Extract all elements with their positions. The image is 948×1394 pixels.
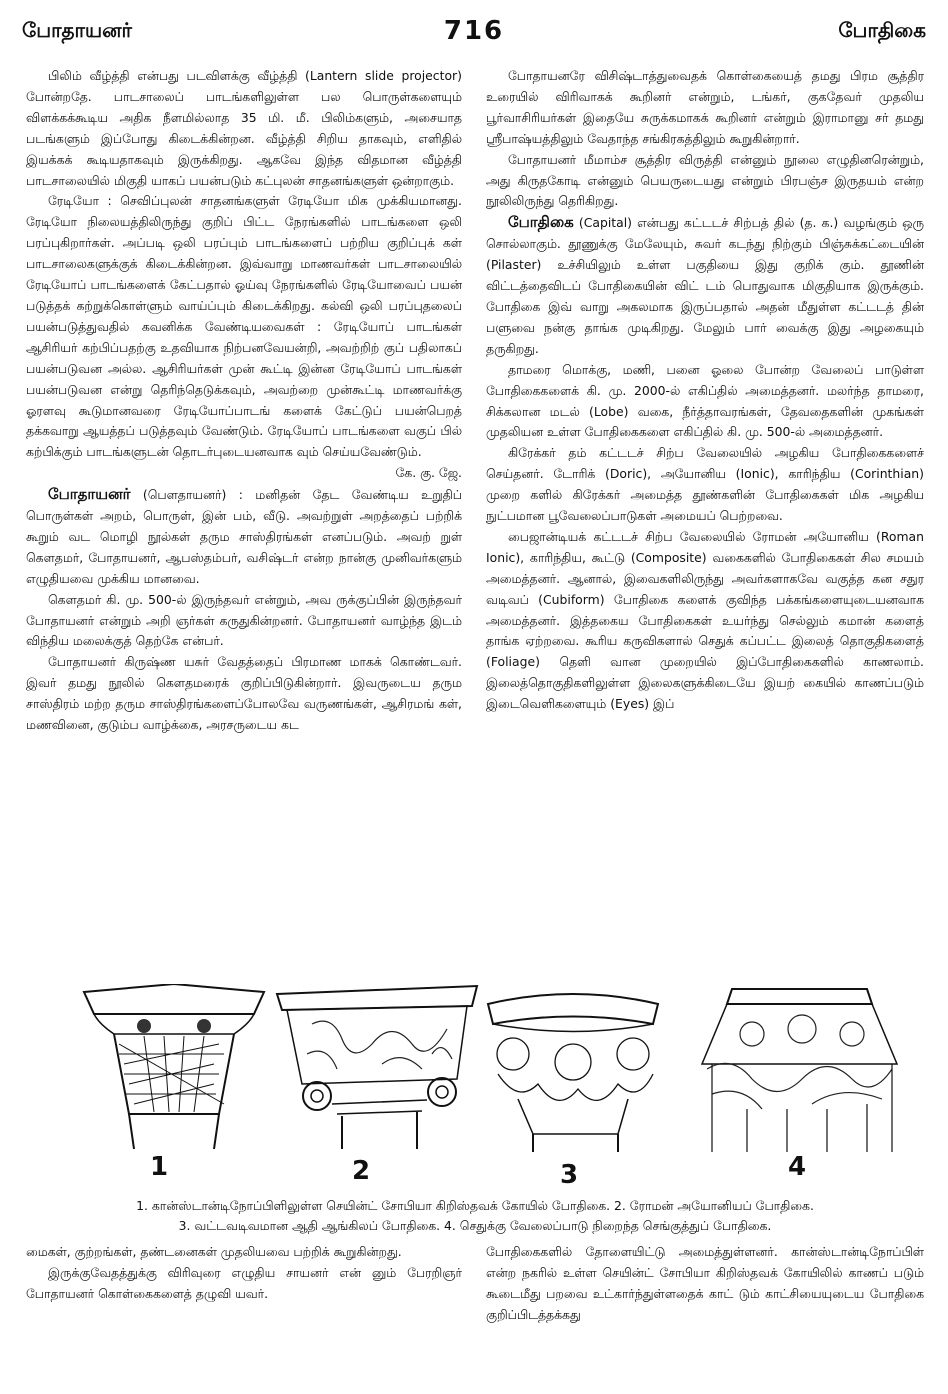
capital-illustration-4 [692, 984, 907, 1154]
entry-bodhayanar [26, 484, 462, 590]
paragraph-greek: கிரேக்கர் தம் கட்டடச் சிற்ப வேலையில் அழகிய போதிகைகளைச் செய்தனர். டோரிக் (Doric), அயோனிய (Ionic), காரிந்திய (Corinthian) முறை களில் கிரேக்கர் அமைத்த தூண்களின் போதிகைகள் மிக அழகிய நுட்பமான பூவேலைப்பாடுகள் அமையப் பெற்றவை. [486, 445, 924, 524]
capital-illustration-2 [272, 984, 482, 1149]
paragraph-egypt: தாமரை மொக்கு, மணி, பனை ஓலை போன்ற வேலைப் பாடுள்ள போதிகைகளைக் கி. மு. 2000-ல் எகிப்தில் அமைத்தனர். மலர்ந்த தாமரை, சிக்கலான மடல் (Lobe) வகை, நீர்த்தாவரங்கள், தேவதைகளின் முகங்கள் முதலியன உள்ள போதிகைகளை எகிப்தில் கி. மு. 500-ல் அமைத்தனர். [486, 361, 924, 440]
entry-capital-text: (Capital) என்பது கட்டடச் சிற்பத் தில் (த. க.) வழங்கும் ஒரு சொல்லாகும். தூணுக்கு மேலேயும், சுவர் கடந்து நிற்கும் பிஞ்சுக்கட்டையின் (Pilaster) உச்சியிலும் உள்ள பகுதியை இது குறிக் கும். தூணின் விட்டத்தைவிடப் போதிகையின் விட் டம் பொதுவாக மிகுதியாக இருக்கும். போதிகை இவ் வாறு அகலமாக இருப்பதால் அதன் மீதுள்ள கட்டடத் தின் பளுவை நன்கு தாங்க முடிகிறது. மேலும் பார் வைக்கு இது அழகையும் தருகிறது. [486, 215, 924, 356]
author-signature: கே. கு. ஜே. [395, 465, 462, 481]
bottom-right-column [486, 1242, 924, 1326]
paragraph-byzantine: பைஜான்டியக் கட்டடச் சிற்ப வேலையில் ரோமன் அயோனிய (Roman Ionic), காரிந்திய, கூட்டு (Composite) வகைகளில் போதிகைகள் சில சமயம் அமைத்தனர். ஆனால், இவைகளிலிருந்து அவர்களாகவே வகுத்த கன சதுர வடிவப் (Cubiform) போதிகை களைக் குவிந்த பக்கங்களையுடையனவாக அமைத்தனர். இத்தகைய போதிகைகள் உயர்ந்து செல்லும் கமான் களைத் தாங்க ஏற்றவை. கூரிய கருவிகளால் செதுக் கப்பட்ட இலைத் தொகுதிகளைத் (Foliage) தெளி வான முறையில் இப்போதிகைகளில் காணலாம். இலைத்தொகுதிகளிலுள்ள இலைகளுக்கிடையே இயற் கையில் காணப்படும் இடைவெளிகளையும் (Eyes) இப் [486, 528, 924, 712]
right-column [486, 66, 924, 715]
bottom-left-column [26, 1242, 462, 1305]
capital-illustration-1 [74, 984, 274, 1154]
headword-bodhayanar: போதாயனர் [48, 485, 131, 504]
caption-line-2: 3. வட்டவடிவமான ஆதி ஆங்கிலப் போதிகை. 4. செதுக்கு வேலைப்பாடு நிறைந்த செங்குத்துப் போதிகை. [178, 1218, 772, 1233]
header-right-title: போதிகை [838, 18, 926, 42]
paragraph-sayana: இருக்குவேதத்துக்கு விரிவுரை எழுதிய சாயனர் என் னும் பேரறிஞர் போதாயனர் கொள்கைகளைத் தழுவி யவர். [26, 1264, 462, 1301]
paragraph-film-projector: பிலிம் வீழ்த்தி என்பது படவிளக்கு வீழ்த்தி (Lantern slide projector) போன்றதே. பாடசாலைப் பாடங்களிலுள்ள பல பொருள்களையும் விளக்கக்கூடிய அதிக நீளமில்லாத 35 மி. மீ. பிலிம்களும், அசையாத படங்களும் இப்போது கிடைக்கின்றன. வீழ்த்தி சிறிய தாகவும், எளிதில் இயக்கக் கூடியதாகவும் இருக்கிறது. ஆகவே இந்த விதமான வீழ்த்தி பாடசாலையில் மிகுதி யாகப் பயன்படும் கட்புலன் சாதனங்களுள் ஒன்றாகும். [26, 68, 462, 188]
page-header [22, 18, 926, 58]
left-column [26, 66, 462, 736]
paragraph-radio: ரேடியோ : செவிப்புலன் சாதனங்களுள் ரேடியோ மிக முக்கியமானது. ரேடியோ நிலையத்திலிருந்து குறிப் பிட்ட நேரங்களில் பாடங்களை ஒலி பரப்புகிறார்கள். அப்படி ஒலி பரப்பும் பாடங்களைப் பற்றிய குறிப்புக் கள் பாடசாலைகளுக்குக் கிடைக்கின்றன. இவ்வாறு மாணவர்கள் பாடசாலையில் ரேடியோப் பாடங்களைக் கேட்பதால் ஓய்வு நேரங்களில் ரேடியோவைப் பயன் படுத்தக் கற்றுக்கொள்ளும் வாய்ப்பும் கிடைக்கிறது. கல்வி ஒலி பரப்புதலைப் பயன்படுத்துவதில் கவனிக்க வேண்டியவைகள் : ரேடியோப் பாடங்கள் ஆசிரியர் கற்பிப்பதற்கு உதவியாக நிற்பனவேயன்றி, அவற்றிற் குப் பதிலாகப் பயன்படுவன அல்ல. ஆசிரியர்கள் முன் கூட்டி இன்ன ரேடியோப் பாடங்கள் பயன்படுவன என்று தெரிந்தெடுக்கவும், அவற்றை முன்கூட்டி மாணவர்க்கு ஓரளவு கூடுமானவரை ரேடியோப்பாடங் களைக் கேட்டுப் பயன்பெறத் தக்கவாறு ஆயத்தப் படுத்தவும் வேண்டும். ரேடியோப் பாடங்களை வகுப் பில் கற்பிக்கும் பாடங்களுடன் தொடர்புடையனவாக வும் செய்யவேண்டும். [26, 193, 462, 460]
figure-number-3: 3 [560, 1160, 579, 1190]
page-number: 716 [443, 16, 505, 46]
capital-illustration-3 [478, 984, 668, 1154]
paragraph-gautama: கௌதமர் கி. மு. 500-ல் இருந்தவர் என்றும், அவ ருக்குப்பின் இருந்தவர் போதாயனர் என்றும் அறி ஞர்கள் கருதுகின்றனர். போதாயனர் வாழ்ந்த இடம் விந்திய மலைக்குத் தெற்கே என்பர். [26, 591, 462, 649]
paragraph-punishments: மைகள், குற்றங்கள், தண்டனைகள் முதலியவை பற்றிக் கூறுகின்றது. [26, 1244, 402, 1259]
figure-number-1: 1 [150, 1152, 169, 1182]
entry-bodhayanar-text: (பௌதாயனர்) : மனிதன் தேட வேண்டிய உறுதிப் பொருள்கள் அறம், பொருள், இன் பம், வீடு. அவற்றுள் அறத்தைப் பற்றிக் கூறும் வட மொழி நூல்கள் தரும சாஸ்திரங்கள் எனப்படும். அவற் றுள் கௌதமர், போதாயனர், ஆபஸ்தம்பர், வசிஷ்டர் என்ற நான்கு முனிவர்களும் எழுதியவை முக்கிய மானவை. [26, 487, 462, 586]
caption-line-1: 1. கான்ஸ்டான்டிநோப்பிளிலுள்ள செயின்ட் சோபியா கிறிஸ்தவக் கோயில் போதிகை. 2. ரோமன் அயோனியப் போதிகை. [136, 1198, 814, 1213]
figure-caption [26, 1196, 924, 1236]
paragraph-mimamsa: போதாயனர் மீமாம்ச சூத்திர விருத்தி என்னும் நூலை எழுதினரென்றும், அது கிருதகோடி என்னும் பெயருடையது என்றும் பிரபஞ்ச இருதயம் என்ற நூலிலிருந்து தெரிகிறது. [486, 151, 924, 209]
paragraph-visishtadvaita: போதாயனரே விசிஷ்டாத்துவைதக் கொள்கையைத் தமது பிரம சூத்திர உரையில் விரிவாகக் கூறினர் என்றும், டங்கர், குகதேவர் முதலிய பூர்வாசிரியர்கள் இதையே சுருக்கமாகக் கூறினர் என்றும் இராமானு சர் தமது ஸ்ரீபாஷ்யத்திலும் வேதாந்த சங்கிரகத்திலும் கூறுகின்றார். [486, 68, 924, 146]
capital-illustrations [22, 984, 926, 1190]
paragraph-krishna-yajur: போதாயனர் கிருஷ்ண யசுர் வேதத்தைப் பிரமாண மாகக் கொண்டவர். இவர் தமது நூலில் கௌதமரைக் குறிப்பிடுகின்றார். இவருடைய தரும சாஸ்திரம் மற்ற தரும சாஸ்திரங்களைப்போலவே வருணங்கள், ஆசிரமங் கள், மணவினை, குடும்ப வாழ்க்கை, அரசருடைய கட [26, 654, 462, 733]
header-left-title: போதாயனர் [22, 18, 132, 42]
figure-number-4: 4 [788, 1152, 807, 1182]
figure-number-2: 2 [352, 1156, 371, 1186]
entry-capital [486, 212, 924, 359]
headword-capital: போதிகை [508, 213, 574, 232]
paragraph-st-sophia: போதிகைகளில் தோளையிட்டு அமைத்துள்ளனர். கான்ஸ்டான்டிநோப்பிள் என்ற நகரில் உள்ள செயின்ட் சோபியா கிறிஸ்தவக் கோயிலில் காணப் படும் கூடைமீது பறவை உட்கார்ந்துள்ளதைக் காட் டும் காட்சியையுடைய போதிகை குறிப்பிடத்தக்கது [486, 1244, 924, 1322]
